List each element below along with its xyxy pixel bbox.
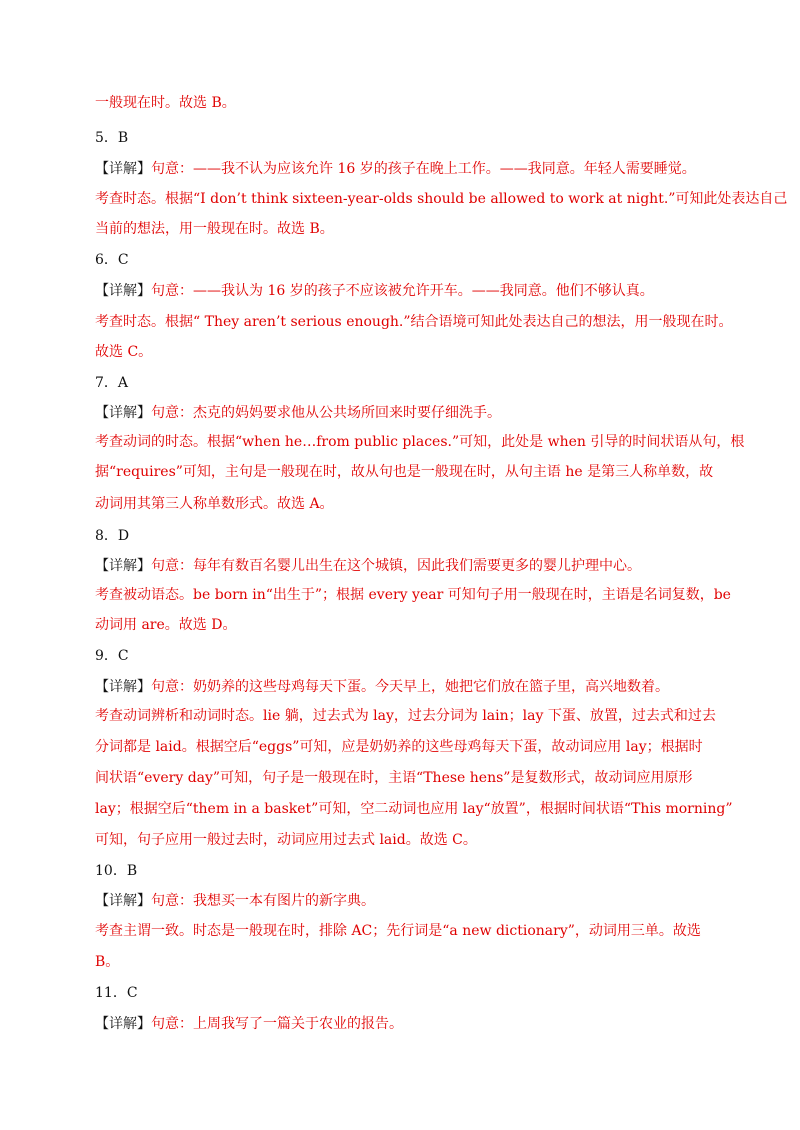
text-line: lay；根据空后“them in a basket”可知，空二动词也应用 lay“放置”，根据时间状语“This morning” [95, 801, 733, 817]
text-line: 考查主谓一致。时态是一般现在时，排除 AC；先行词是“a new dictionary”，动词用三单。故选 [95, 923, 701, 939]
explanation-line [95, 159, 710, 179]
detail-tag: 【详解】 [95, 679, 151, 695]
explanation-line [95, 403, 710, 423]
answer-number: 9．C [95, 648, 129, 664]
text-line: 考查动词辨析和动词时态。lie 躺，过去式为 lay，过去分词为 lain；lay 下蛋、放置，过去式和过去 [95, 708, 716, 724]
text-line: 考查时态。根据“I don’t think sixteen-year-olds should be allowed to work at night.”可知此处表达自己 [95, 191, 788, 207]
answer-number: 6．C [95, 252, 129, 268]
explanation-line [95, 677, 710, 697]
text-line: 当前的想法，用一般现在时。故选 B。 [95, 221, 334, 237]
text-line: 动词用其第三人称单数形式。故选 A。 [95, 496, 334, 512]
sentence-meaning: 句意：每年有数百名婴儿出生在这个城镇，因此我们需要更多的婴儿护理中心。 [151, 558, 641, 574]
text-line: 动词用 are。故选 D。 [95, 617, 237, 633]
text-line: 考查被动语态。be born in“出生于”；根据 every year 可知句子用一般现在时，主语是名词复数，be [95, 587, 731, 603]
text-line: 故选 C。 [95, 344, 153, 360]
explanation-line [95, 556, 710, 576]
detail-tag: 【详解】 [95, 283, 151, 299]
explanation-line [95, 281, 710, 301]
sentence-meaning: 句意：我想买一本有图片的新字典。 [151, 893, 375, 909]
sentence-meaning: 句意：奶奶养的这些母鸡每天下蛋。今天早上，她把它们放在篮子里，高兴地数着。 [151, 679, 669, 695]
answer-number: 5．B [95, 130, 129, 146]
detail-tag: 【详解】 [95, 161, 151, 177]
sentence-meaning: 句意：——我不认为应该允许 16 岁的孩子在晚上工作。——我同意。年轻人需要睡觉。 [151, 161, 696, 177]
explanation-line [95, 1014, 710, 1034]
answer-number: 7．A [95, 375, 129, 391]
text-line: 考查动词的时态。根据“when he…from public places.”可知，此处是 when 引导的时间状语从句，根 [95, 434, 745, 450]
detail-tag: 【详解】 [95, 1016, 151, 1032]
text-line: 可知，句子应用一般过去时，动词应用过去式 laid。故选 C。 [95, 832, 477, 848]
answer-number: 8．D [95, 528, 130, 544]
answer-number: 11．C [95, 985, 138, 1001]
answer-number: 10．B [95, 863, 138, 879]
text-line: 分词都是 laid。根据空后“eggs”可知，应是奶奶养的这些母鸡每天下蛋，故动词应用 lay；根据时 [95, 739, 703, 755]
detail-tag: 【详解】 [95, 558, 151, 574]
text-line: 一般现在时。故选 B。 [95, 95, 236, 111]
sentence-meaning: 句意：杰克的妈妈要求他从公共场所回来时要仔细洗手。 [151, 405, 501, 421]
sentence-meaning: 句意：上周我写了一篇关于农业的报告。 [151, 1016, 403, 1032]
text-line: B。 [95, 954, 120, 970]
text-line: 考查时态。根据“ They aren’t serious enough.”结合语境可知此处表达自己的想法，用一般现在时。 [95, 314, 733, 330]
text-line: 据“requires”可知，主句是一般现在时，故从句也是一般现在时，从句主语 he 是第三人称单数，故 [95, 464, 714, 480]
detail-tag: 【详解】 [95, 893, 151, 909]
detail-tag: 【详解】 [95, 405, 151, 421]
sentence-meaning: 句意：——我认为 16 岁的孩子不应该被允许开车。——我同意。他们不够认真。 [151, 283, 654, 299]
explanation-line [95, 891, 710, 911]
text-line: 间状语“every day”可知，句子是一般现在时，主语“These hens”是复数形式，故动词应用原形 [95, 770, 693, 786]
